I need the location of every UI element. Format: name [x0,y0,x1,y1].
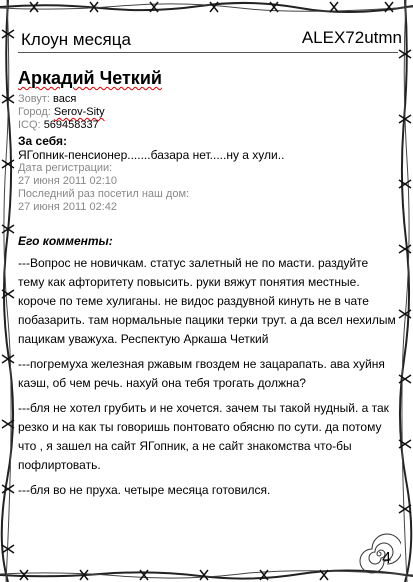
header [18,28,402,56]
nickname-value: вася [53,93,77,105]
last-visit-date: 27 июня 2011 02:42 [18,201,118,213]
comment-item: ---бля во не пруха. четыре месяца готовился. [18,483,271,497]
icq-label: ICQ: [18,119,41,131]
icq-value: 569458337 [43,119,99,131]
barbed-wire-right [397,0,413,582]
registered-date: 27 июня 2011 02:10 [18,175,118,187]
content-area [18,28,402,506]
last-visit-label: Последний раз посетил наш дом: [18,188,190,200]
comment-item: ---погремуха железная ржавым гвоздем не зацарапать. ава хуйня каэш, об чем речь. нахуй она тебя трогать должна? [18,357,385,390]
page-title: Клоун месяца [21,30,131,49]
profile-name: Аркадий Четкий [18,68,162,88]
city-value: Serov-Sity [53,106,105,118]
city-row [18,106,396,119]
about-label: За себя: [18,134,67,148]
barbed-wire-bottom [0,568,413,582]
city-label: Город: [18,106,51,118]
nickname-label: Зовут: [18,93,50,105]
registered-label: Дата регистрации: [18,162,113,174]
nickname-row [18,93,396,106]
barbed-wire-left [0,0,16,582]
spiral-ornament-icon [357,532,401,576]
comment-item: ---Вопрос не новичкам. статус залетный не по масти. раздуйте тему как афторитету повысить. руки вяжут понятия местные. короче по теме хулиганы. не видос раздувной кинуть не в чате побазарить. там нормальные пацики терки трут. а да всел нехилым пацикам уважуха. Респектую Аркаша Четкий [18,256,396,346]
comment-item: ---бля не хотел грубить и не хочется. зачем ты такой нудный. а так резко и на как ты говоришь понтовато обясню по сути. да потому что , я зашел на сайт ЯГопник, а не сайт знакомства что-бы пофлиртовать. [18,401,389,472]
header-divider [18,52,398,53]
author-username: ALEX72utmn [301,28,402,47]
comments-label: Его комменты: [18,234,113,248]
barbed-wire-top [0,0,413,14]
about-text: ЯГопник-пенсионер.......базара нет.....ну а хули.. [18,148,285,162]
page-number: 4 [382,550,391,567]
icq-row [18,119,396,132]
